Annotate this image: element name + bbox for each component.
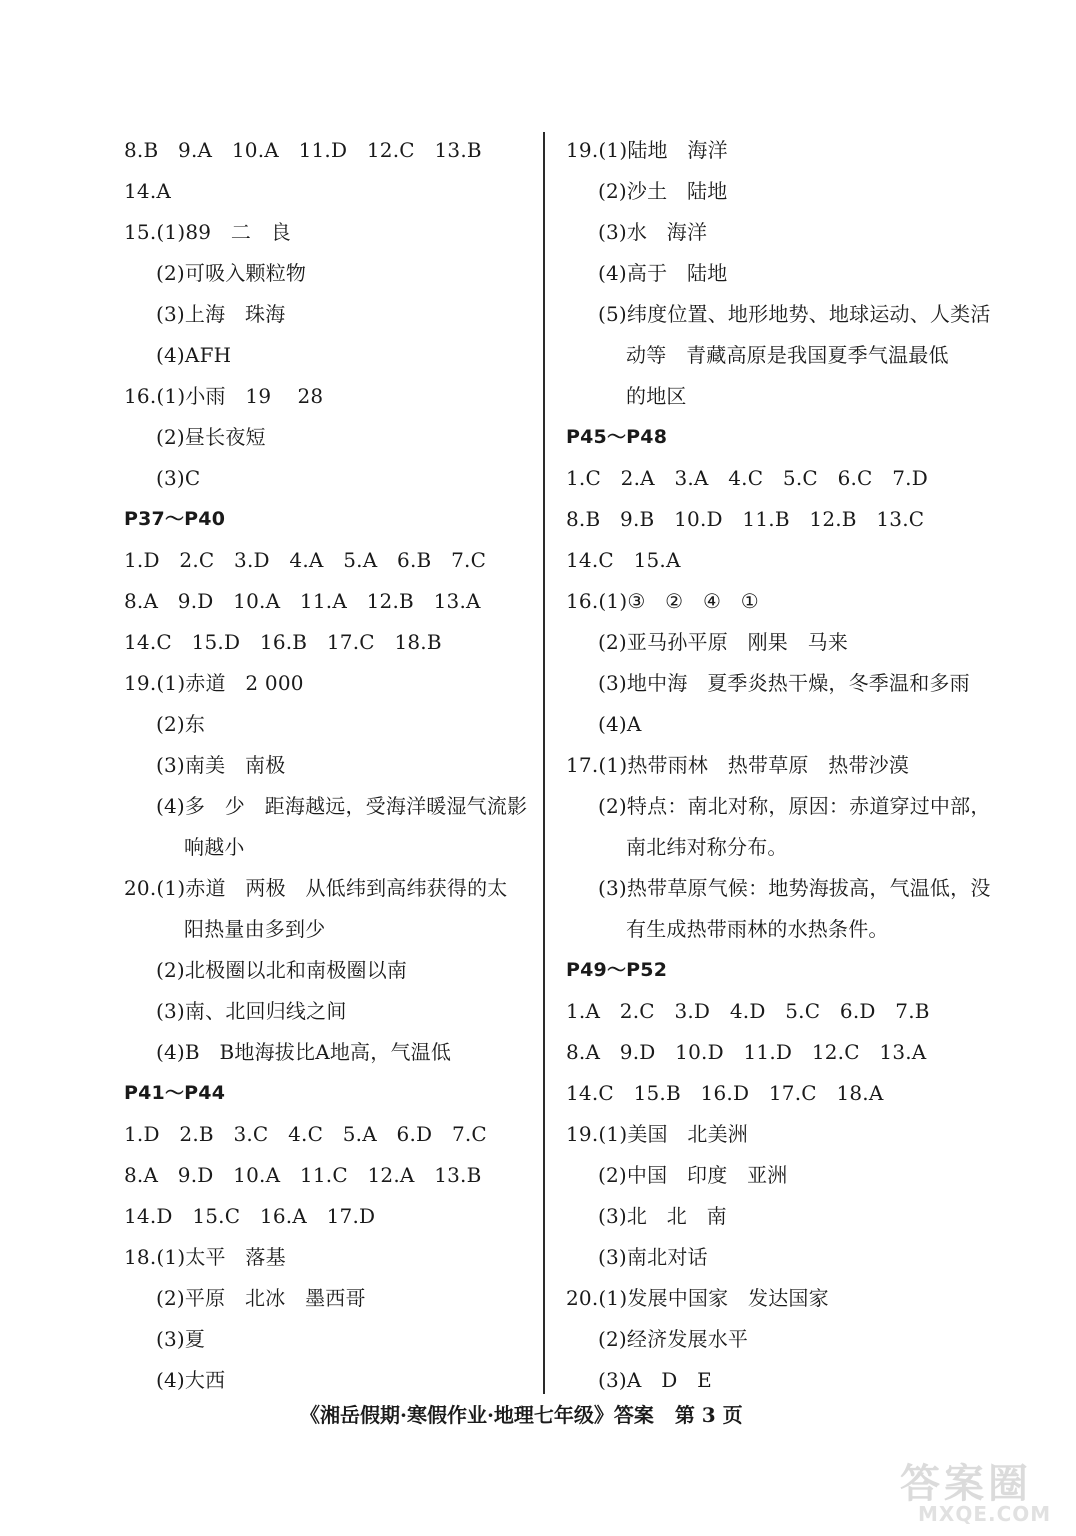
answer-line: (3)热带草原气候：地势海拔高，气温低，没	[598, 876, 991, 900]
section-heading: P37～P40	[124, 508, 226, 530]
answer-line: (3)南、北回归线之间	[156, 999, 347, 1023]
watermark-text: 答案圈	[900, 1461, 1032, 1507]
answer-line: 南北纬对称分布。	[626, 835, 788, 859]
answer-line: 20.(1)赤道 两极 从低纬到高纬获得的太	[124, 876, 508, 900]
answer-line: 8.B 9.A 10.A 11.D 12.C 13.B	[124, 138, 482, 162]
section-heading: P49～P52	[566, 959, 668, 981]
answer-line: (3)北 北 南	[598, 1204, 727, 1228]
answer-line: (3)上海 珠海	[156, 302, 286, 326]
answer-line: (2)东	[156, 712, 206, 736]
column-divider	[543, 132, 545, 1394]
answer-line: 20.(1)发展中国家 发达国家	[566, 1286, 829, 1310]
answer-line: 17.(1)热带雨林 热带草原 热带沙漠	[566, 753, 910, 777]
answer-line: (3)C	[156, 466, 201, 490]
watermark-logo	[878, 1450, 1068, 1530]
right-answer-column	[566, 130, 991, 1401]
answer-line: (3)南北对话	[598, 1245, 708, 1269]
answer-line: 15.(1)89 二 良	[124, 220, 291, 244]
section-heading: P45～P48	[566, 426, 668, 448]
page-footer: 《湘岳假期·寒假作业·地理七年级》答案 第 3 页	[300, 1403, 743, 1427]
answer-line: (4)大西	[156, 1368, 226, 1392]
answer-line: (2)中国 印度 亚洲	[598, 1163, 788, 1187]
answer-line: 1.C 2.A 3.A 4.C 5.C 6.C 7.D	[566, 466, 928, 490]
answer-line: 动等 青藏高原是我国夏季气温最低	[626, 343, 949, 367]
left-answer-column	[124, 130, 528, 1401]
answer-line: 14.D 15.C 16.A 17.D	[124, 1204, 376, 1228]
answer-line: (2)可吸入颗粒物	[156, 261, 307, 285]
answer-line: 8.A 9.D 10.A 11.A 12.B 13.A	[124, 589, 481, 613]
answer-line: 阳热量由多到少	[184, 917, 326, 941]
answer-line: 19.(1)美国 北美洲	[566, 1122, 749, 1146]
answer-line: (4)A	[598, 712, 642, 736]
answer-line: 14.A	[124, 179, 172, 203]
answer-line: 14.C 15.B 16.D 17.C 18.A	[566, 1081, 884, 1105]
answer-line: (3)A D E	[598, 1368, 712, 1392]
answer-line: 18.(1)太平 落基	[124, 1245, 286, 1269]
watermark-url: MXQE.COM	[918, 1502, 1052, 1526]
answer-line: 8.B 9.B 10.D 11.B 12.B 13.C	[566, 507, 925, 531]
answer-line: 1.D 2.C 3.D 4.A 5.A 6.B 7.C	[124, 548, 487, 572]
answer-line: (4)多 少 距海越远，受海洋暖湿气流影	[156, 794, 528, 818]
answer-line: (3)夏	[156, 1327, 206, 1351]
answer-line: 8.A 9.D 10.D 11.D 12.C 13.A	[566, 1040, 927, 1064]
answer-line: (2)沙土 陆地	[598, 179, 728, 203]
answer-line: 的地区	[626, 384, 687, 408]
answer-line: 16.(1)小雨 19 28	[124, 384, 324, 408]
answer-line: 16.(1)③ ② ④ ①	[566, 589, 759, 613]
answer-line: 14.C 15.D 16.B 17.C 18.B	[124, 630, 442, 654]
answer-line: (4)B B地海拔比A地高，气温低	[156, 1040, 452, 1064]
answer-line: 有生成热带雨林的水热条件。	[626, 917, 889, 941]
answer-line: 8.A 9.D 10.A 11.C 12.A 13.B	[124, 1163, 482, 1187]
answer-line: (3)南美 南极	[156, 753, 286, 777]
answer-line: (2)特点：南北对称，原因：赤道穿过中部，	[598, 794, 991, 818]
answer-line: (2)北极圈以北和南极圈以南	[156, 958, 408, 982]
answer-line: (4)高于 陆地	[598, 261, 728, 285]
answer-line: (3)地中海 夏季炎热干燥，冬季温和多雨	[598, 671, 970, 695]
section-heading: P41～P44	[124, 1082, 226, 1104]
answer-line: (2)昼长夜短	[156, 425, 266, 449]
answer-line: 19.(1)陆地 海洋	[566, 138, 728, 162]
answer-line: 1.A 2.C 3.D 4.D 5.C 6.D 7.B	[566, 999, 930, 1023]
answer-line: (5)纬度位置、地形地势、地球运动、人类活	[598, 302, 991, 326]
answer-line: 19.(1)赤道 2 000	[124, 671, 304, 695]
answer-line: (3)水 海洋	[598, 220, 708, 244]
answer-line: (4)AFH	[156, 343, 232, 367]
answer-line: (2)经济发展水平	[598, 1327, 749, 1351]
answer-line: (2)亚马孙平原 刚果 马来	[598, 630, 849, 654]
answer-line: (2)平原 北冰 墨西哥	[156, 1286, 366, 1310]
answer-line: 14.C 15.A	[566, 548, 681, 572]
answer-line: 响越小	[184, 835, 245, 859]
answer-line: 1.D 2.B 3.C 4.C 5.A 6.D 7.C	[124, 1122, 487, 1146]
